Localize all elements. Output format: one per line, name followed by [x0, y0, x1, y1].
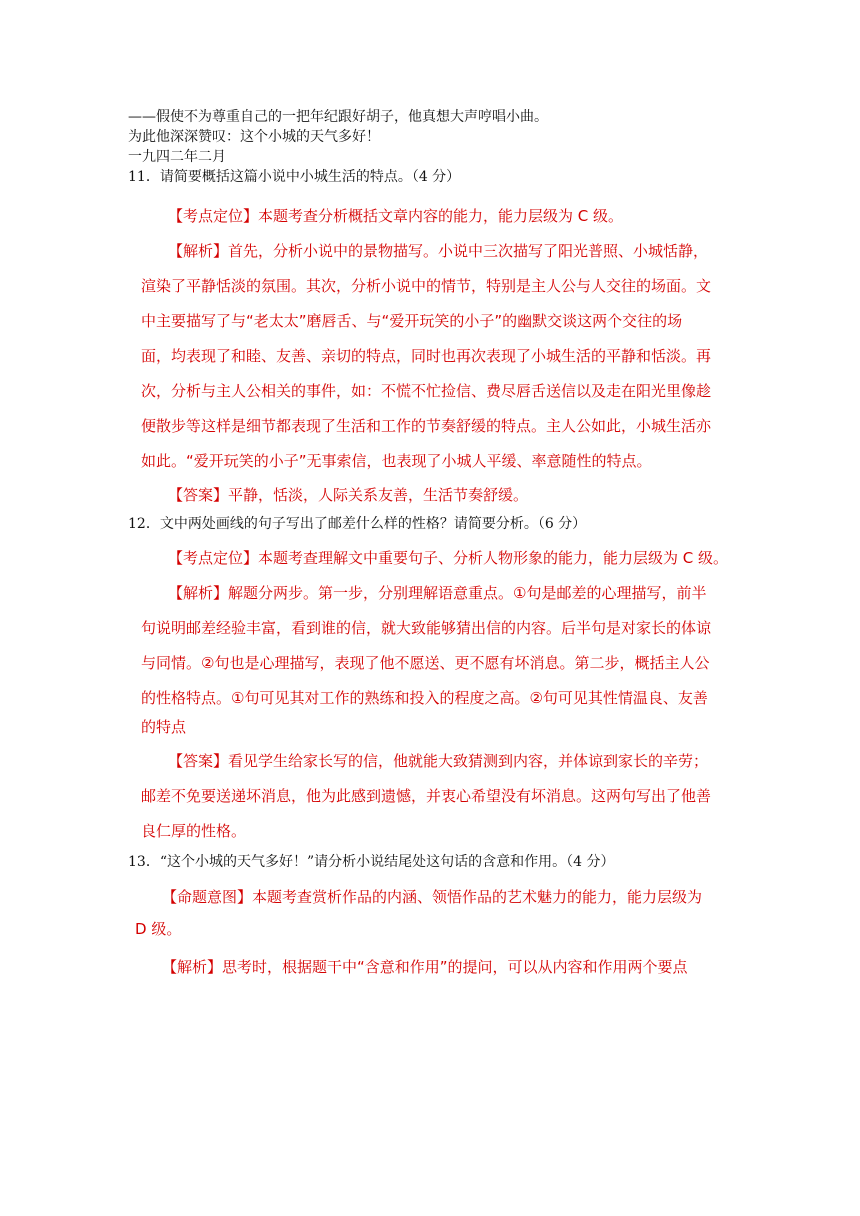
daan-tag: 【答案】: [168, 752, 229, 770]
kaodian-11: [168, 205, 788, 226]
jiexi-11-line: 次，分析与主人公相关的事件，如：不慌不忙捡信、费尽唇舌送信以及走在阳光里像趁: [141, 382, 712, 400]
jiexi-11-line: [168, 240, 788, 261]
mingti-tag: 【命题意图】: [162, 888, 253, 906]
mingti-text: 本题考查赏析作品的内涵、领悟作品的艺术魅力的能力，能力层级为: [252, 888, 703, 906]
daan-11: [168, 484, 788, 505]
kaodian-text: 本题考查理解文中重要句子、分析人物形象的能力，能力层级为 C 级。: [258, 549, 729, 567]
daan-text: 看见学生给家长写的信，他就能大致猜测到内容，并体谅到家长的辛劳；: [228, 752, 709, 770]
story-date: 一九四二年二月: [128, 149, 226, 165]
story-line: ——假使不为尊重自己的一把年纪跟好胡子，他真想大声哼唱小曲。: [128, 109, 548, 125]
jiexi-12-line: 的特点: [141, 718, 187, 736]
jiexi-12-line: 句说明邮差经验丰富，看到谁的信，就大致能够猜出信的内容。后半句是对家长的体谅: [141, 619, 712, 637]
jiexi-11-line: 便散步等这样是细节都表现了生活和工作的节奏舒缓的特点。主人公如此，小城生活亦: [141, 417, 712, 435]
mingti-13-line: [162, 886, 782, 907]
story-line: 为此他深深赞叹：这个小城的天气多好！: [128, 129, 380, 145]
daan-12-line: [168, 750, 788, 771]
mingti-13-line: D 级。: [135, 920, 182, 938]
jiexi-tag: 【解析】: [162, 958, 223, 976]
question-11: 11．请简要概括这篇小说中小城生活的特点。（4 分）: [128, 169, 461, 185]
jiexi-11-line: 渲染了平静恬淡的氛围。其次，分析小说中的情节，特别是主人公与人交往的场面。文: [141, 277, 712, 295]
kaodian-tag: 【考点定位】: [168, 549, 259, 567]
question-13: 13．“这个小城的天气多好！”请分析小说结尾处这句话的含意和作用。（4 分）: [128, 854, 615, 870]
jiexi-12-line: [168, 582, 788, 603]
daan-12-line: 邮差不免要送递坏消息，他为此感到遗憾，并衷心希望没有坏消息。这两句写出了他善: [141, 787, 712, 805]
jiexi-12-line: 的性格特点。①句可见其对工作的熟练和投入的程度之高。②句可见其性情温良、友善: [141, 689, 708, 707]
daan-text: 平静，恬淡，人际关系友善，生活节奏舒缓。: [228, 486, 529, 504]
jiexi-12-line: 与同情。②句也是心理描写，表现了他不愿送、更不愿有坏消息。第二步，概括主人公: [141, 654, 710, 672]
kaodian-tag: 【考点定位】: [168, 207, 259, 225]
jiexi-11-line: 如此。“爱开玩笑的小子”无事索信，也表现了小城人平缓、率意随性的特点。: [141, 452, 652, 470]
kaodian-text: 本题考查分析概括文章内容的能力，能力层级为 C 级。: [258, 207, 624, 225]
kaodian-12: [168, 547, 788, 568]
jiexi-11-line: 中主要描写了与“老太太”磨唇舌、与“爱开玩笑的小子”的幽默交谈这两个交往的场: [141, 312, 683, 330]
jiexi-13: [162, 956, 782, 977]
jiexi-text: 解题分两步。第一步，分别理解语意重点。①句是邮差的心理描写，前半: [228, 584, 707, 602]
jiexi-tag: 【解析】: [168, 584, 229, 602]
jiexi-text: 首先，分析小说中的景物描写。小说中三次描写了阳光普照、小城恬静，: [228, 242, 709, 260]
jiexi-11-line: 面，均表现了和睦、友善、亲切的特点，同时也再次表现了小城生活的平静和恬淡。再: [141, 347, 712, 365]
daan-12-line: 良仁厚的性格。: [141, 822, 247, 840]
daan-tag: 【答案】: [168, 486, 229, 504]
jiexi-text: 思考时，根据题干中“含意和作用”的提问，可以从内容和作用两个要点: [222, 958, 688, 976]
question-12: 12．文中两处画线的句子写出了邮差什么样的性格？请简要分析。（6 分）: [128, 516, 587, 532]
jiexi-tag: 【解析】: [168, 242, 229, 260]
